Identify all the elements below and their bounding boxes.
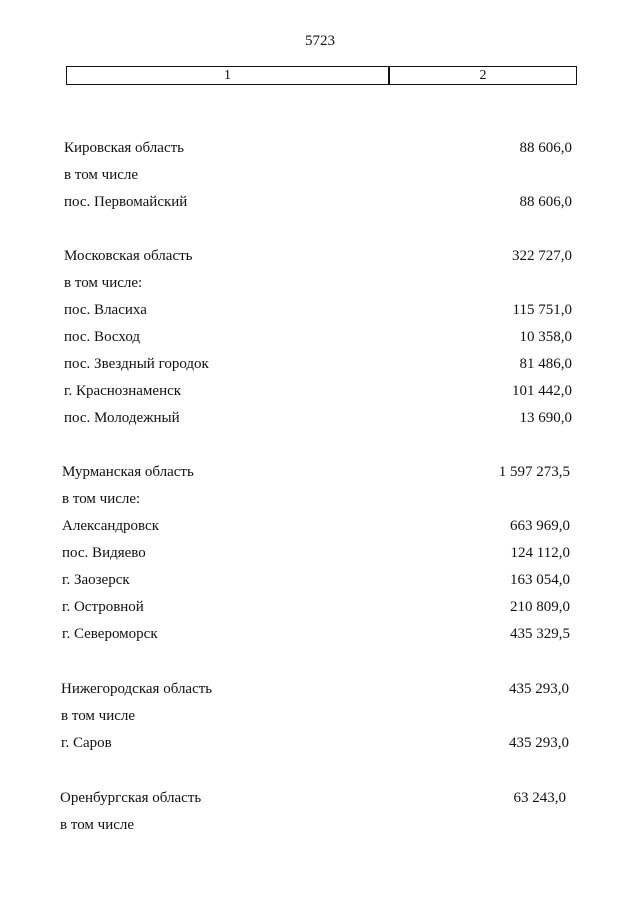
row-name: пос. Власиха [64,302,147,318]
row-name: Кировская область [64,140,185,156]
row-value: 1 597 273,5 [498,464,570,480]
row-value: 435 329,5 [510,626,570,642]
row-value: 124 112,0 [510,545,570,561]
row-value: 163 054,0 [510,572,570,588]
row-name: г. Краснознаменск [64,383,182,399]
table-row [62,624,570,644]
table-header [66,66,577,85]
row-value: 88 606,0 [519,140,572,156]
table-row [60,815,566,835]
header-column-2: 2 [479,68,487,83]
page-number: 5723 [305,33,335,49]
row-name: пос. Видяево [62,545,146,561]
row-value: 115 751,0 [512,302,572,318]
row-value: 81 486,0 [519,356,572,372]
row-value: 435 293,0 [509,735,569,751]
row-name: пос. Первомайский [64,194,188,210]
row-name: г. Островной [62,599,144,615]
row-name: в том числе [61,708,136,724]
table-row [62,597,570,617]
table-row [64,192,572,212]
table-row [64,300,572,320]
row-name: пос. Восход [64,329,141,345]
row-value: 210 809,0 [510,599,570,615]
table-row [64,381,572,401]
row-name: Нижегородская область [61,681,213,697]
row-value: 13 690,0 [519,410,572,426]
row-name: в том числе: [64,275,143,291]
table-row [64,273,572,293]
table-row [64,327,572,347]
row-name: в том числе: [62,491,141,507]
table-row [62,570,570,590]
row-name: Александровск [62,518,159,534]
row-name: г. Заозерск [62,572,130,588]
row-value: 322 727,0 [512,248,572,264]
row-value: 663 969,0 [510,518,570,534]
row-name: в том числе [64,167,139,183]
table-row [64,138,572,158]
row-name: г. Саров [61,735,112,751]
row-value: 101 442,0 [512,383,572,399]
row-value: 88 606,0 [519,194,572,210]
row-name: пос. Звездный городок [64,356,209,372]
table-row [62,516,570,536]
table-row [60,788,566,808]
row-name: Мурманская область [62,464,194,480]
header-column-1: 1 [67,67,390,84]
table-row [61,679,569,699]
table-row [61,706,569,726]
row-value: 10 358,0 [519,329,572,345]
table-row [64,246,572,266]
row-name: Московская область [64,248,193,264]
row-name: в том числе [60,817,135,833]
row-value: 435 293,0 [509,681,569,697]
table-row [61,733,569,753]
row-name: г. Североморск [62,626,158,642]
row-name: Оренбургская область [60,790,202,806]
row-name: пос. Молодежный [64,410,180,426]
table-row [64,408,572,428]
table-row [64,165,572,185]
table-row [64,354,572,374]
row-value: 63 243,0 [513,790,566,806]
table-row [62,489,570,509]
table-row [62,543,570,563]
table-row [62,462,570,482]
